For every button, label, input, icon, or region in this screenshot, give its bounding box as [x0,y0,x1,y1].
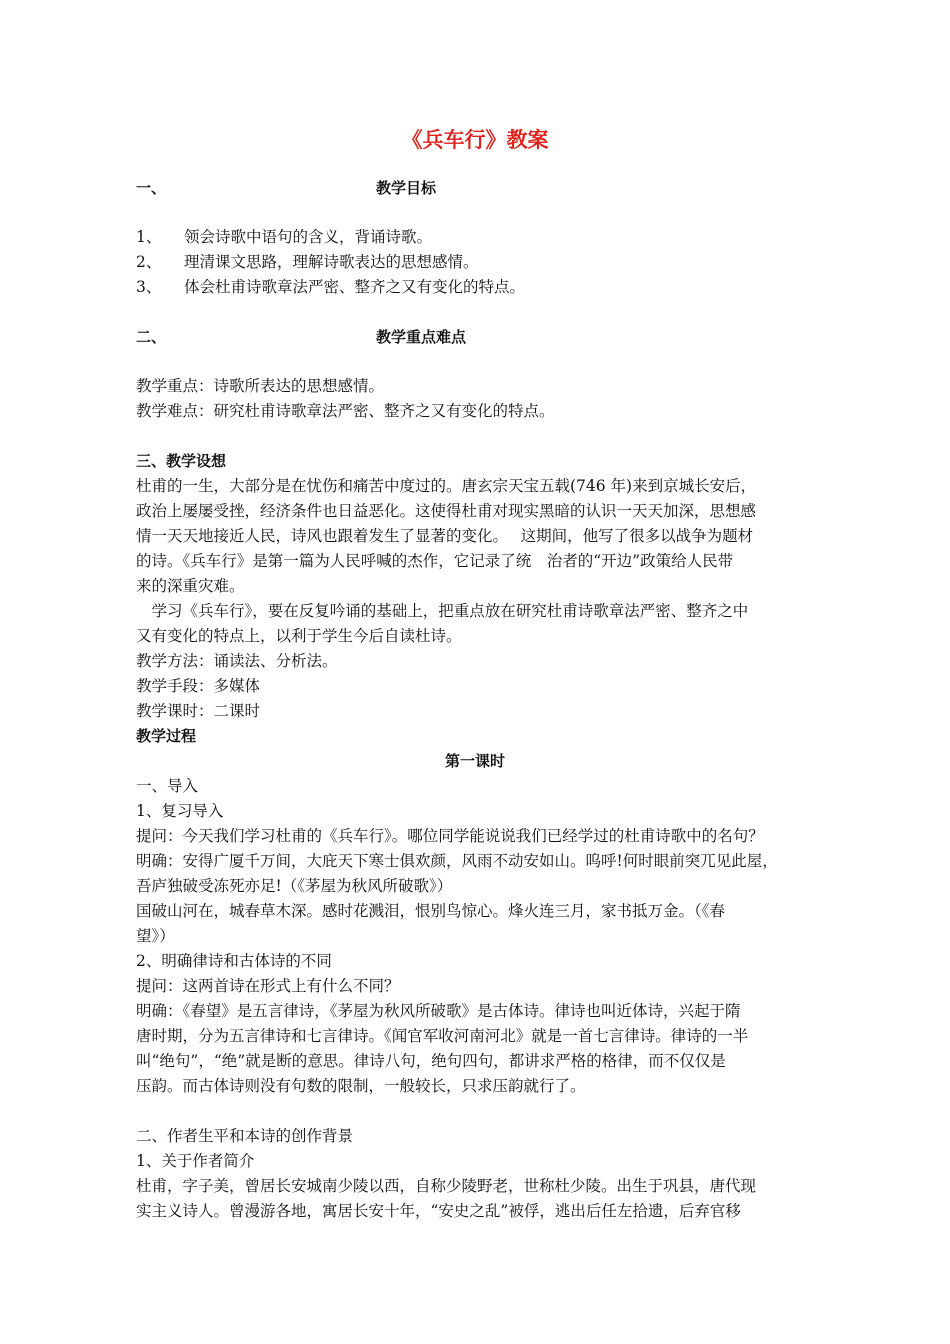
paragraph-line: 杜甫，字子美，曾居长安城南少陵以西，自称少陵野老，世称杜少陵。出生于巩县，唐代现 [136,1177,757,1195]
paragraph-line: 学习《兵车行》，要在反复吟诵的基础上，把重点放在研究杜甫诗歌章法严密、整齐之中 [136,602,749,620]
paragraph-line: 提问：这两首诗在形式上有什么不同？ [136,977,400,995]
section-heading-design: 三、教学设想 [136,452,227,470]
goal-item: 2、 理清课文思路，理解诗歌表达的思想感情。 [136,253,479,271]
section-number: 二、 [136,328,167,346]
paragraph-line: 的诗。《兵车行》是第一篇为人民呼喊的杰作，它记录了统 治者的“开边”政策给人民带 [136,552,734,570]
paragraph-line: 二、作者生平和本诗的创作背景 [136,1127,354,1145]
goal-item: 1、 领会诗歌中语句的含义，背诵诗歌。 [136,228,433,246]
paragraph-line: 吾庐独破受冻死亦足!（《茅屋为秋风所破歌》） [136,877,453,895]
paragraph-line: 政治上屡屡受挫，经济条件也日益恶化。这使得杜甫对现实黑暗的认识一天天加深，思想感 [136,502,757,520]
document-title: 《兵车行》教案 [401,128,549,152]
paragraph-line: 明确：安得广厦千万间，大庇天下寒士俱欢颜，风雨不动安如山。呜呼!何时眼前突兀见此屋， [136,852,778,870]
periods-text: 教学课时：二课时 [136,702,261,720]
lesson-heading: 第一课时 [444,752,505,770]
method-text: 教学方法：诵读法、分析法。 [136,652,338,670]
paragraph-line: 望》） [136,927,175,945]
goal-item: 3、 体会杜甫诗歌章法严密、整齐之又有变化的特点。 [136,278,526,296]
paragraph-line: 2、明确律诗和古体诗的不同 [136,952,332,970]
paragraph-line: 又有变化的特点上，以利于学生今后自读杜诗。 [136,627,462,645]
paragraph-line: 明确：《春望》是五言律诗，《茅屋为秋风所破歌》是古体诗。律诗也叫近体诗，兴起于隋 [136,1002,741,1020]
key-point-text: 教学重点：诗歌所表达的思想感情。 [136,377,385,395]
paragraph-line: 情一天天地接近人民，诗风也跟着发生了显著的变化。 这期间，他写了很多以战争为题材 [136,527,754,545]
difficulty-text: 教学难点：研究杜甫诗歌章法严密、整齐之又有变化的特点。 [136,402,555,420]
section-title: 教学重点难点 [376,328,467,346]
process-heading: 教学过程 [136,727,197,745]
paragraph-line: 实主义诗人。曾漫游各地，寓居长安十年，“安史之乱”被俘，逃出后任左拾遗，后弃官移 [136,1202,741,1220]
paragraph-line: 叫“绝句”，“绝”就是断的意思。律诗八句，绝句四句，都讲求严格的格律，而不仅仅是 [136,1052,726,1070]
paragraph-line: 一、导入 [136,777,199,795]
paragraph-line: 国破山河在，城春草木深。感时花溅泪，恨别鸟惊心。烽火连三月，家书抵万金。（《春 [136,902,726,920]
paragraph-line: 提问：今天我们学习杜甫的《兵车行》。哪位同学能说说我们已经学过的杜甫诗歌中的名句？ [136,827,764,845]
means-text: 教学手段：多媒体 [136,677,261,695]
paragraph-line: 来的深重灾难。 [136,577,245,595]
paragraph-line: 唐时期，分为五言律诗和七言律诗。《闻官军收河南河北》就是一首七言律诗。律诗的一半 [136,1027,749,1045]
paragraph-line: 压韵。而古体诗则没有句数的限制，一般较长，只求压韵就行了。 [136,1077,586,1095]
paragraph-line: 1、关于作者简介 [136,1152,255,1170]
section-number: 一、 [136,179,167,197]
paragraph-line: 1、复习导入 [136,802,224,820]
section-title: 教学目标 [376,179,437,197]
paragraph-line: 杜甫的一生，大部分是在忧伤和痛苦中度过的。唐玄宗天宝五载(746 年)来到京城长安后， [136,477,757,495]
